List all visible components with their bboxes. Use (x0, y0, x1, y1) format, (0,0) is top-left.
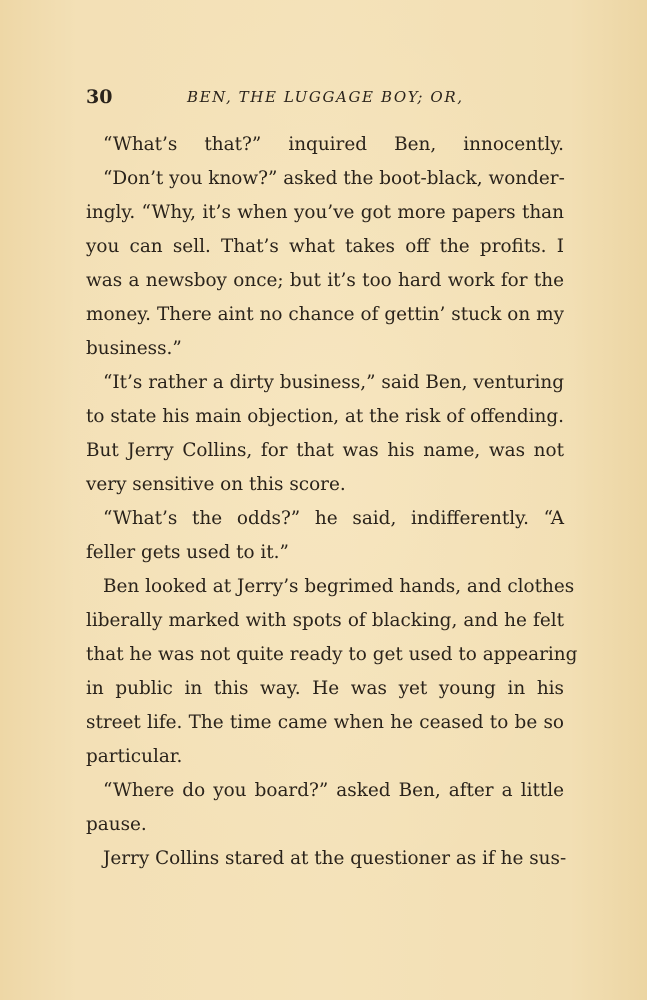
text-line: was a newsboy once; but it’s too hard work for the (86, 270, 564, 291)
running-head (86, 86, 566, 110)
text-line: feller gets used to it.” (86, 542, 289, 563)
text-line: liberally marked with spots of blacking, and he felt (86, 610, 564, 631)
text-line: very sensitive on this score. (86, 474, 346, 495)
body-text (86, 128, 578, 876)
text-line: “Don’t you know?” asked the boot-black, wonder- (103, 168, 565, 189)
text-line: money. There aint no chance of gettin’ stuck on my (86, 304, 564, 325)
text-line: Ben looked at Jerry’s begrimed hands, and clothes (103, 576, 575, 597)
text-line: “Where do you board?” asked Ben, after a little (103, 780, 564, 801)
text-line: “What’s that?” inquired Ben, innocently. (103, 134, 564, 155)
text-line: Jerry Collins stared at the questioner as if he sus- (103, 848, 567, 869)
text-line: “It’s rather a dirty business,” said Ben, venturing (103, 372, 564, 393)
text-line: “What’s the odds?” he said, indifferently. “A (103, 508, 564, 529)
text-line: particular. (86, 746, 183, 767)
page-number: 30 (86, 86, 113, 108)
text-line: ingly. “Why, it’s when you’ve got more papers than (86, 202, 564, 223)
text-line: to state his main objection, at the risk of offending. (86, 406, 564, 427)
running-title: BEN, THE LUGGAGE BOY; OR, (187, 88, 464, 106)
text-line: in public in this way. He was yet young in his (86, 678, 564, 699)
text-line: street life. The time came when he ceased to be so (86, 712, 564, 733)
text-line: pause. (86, 814, 147, 835)
text-line: that he was not quite ready to get used to appearing (86, 644, 578, 665)
text-line: But Jerry Collins, for that was his name, was not (86, 440, 564, 461)
text-line: you can sell. That’s what takes off the profits. I (86, 236, 564, 257)
text-line: business.” (86, 338, 182, 359)
